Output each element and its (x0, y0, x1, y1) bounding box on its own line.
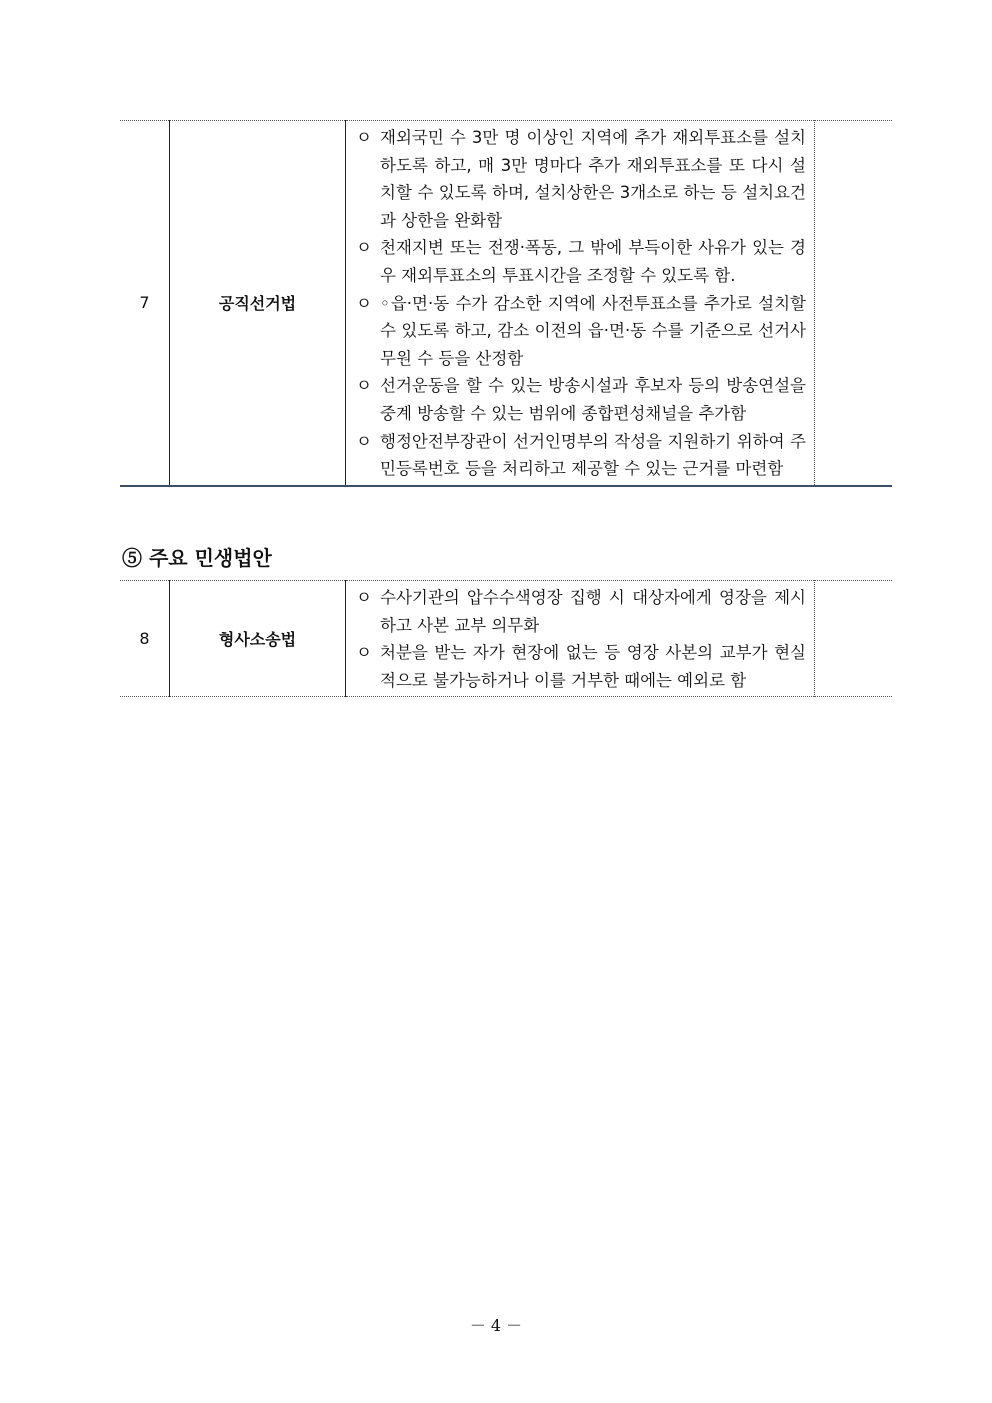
summary-item (356, 372, 806, 427)
table-row (120, 121, 892, 486)
summary-text: 처분을 받는 자가 현장에 없는 등 영장 사본의 교부가 현실적으로 불가능하거나 이를 거부한 때에는 예외로 함 (380, 643, 806, 690)
bullet-mark: ㅇ (356, 376, 372, 396)
notes-cell (815, 121, 893, 486)
row-number: 7 (120, 121, 170, 486)
summary-text: 선거운동을 할 수 있는 방송시설과 후보자 등의 방송연설을 중계 방송할 수 있는 범위에 종합편성채널을 추가함 (380, 376, 806, 423)
summary-text: 천재지변 또는 전쟁·폭동, 그 밖에 부득이한 사유가 있는 경우 재외투표소의 투표시간을 조정할 수 있도록 함. (380, 238, 806, 285)
page-number: － 4 － (469, 1316, 523, 1335)
bullet-mark: ㅇ (356, 293, 372, 313)
bullet-mark: ㅇ (356, 643, 372, 663)
summary-item (356, 639, 806, 694)
bullet-mark: ㅇ (356, 128, 372, 147)
summary-text: 행정안전부장관이 선거인명부의 작성을 지원하기 위하여 주민등록번호 등을 처리하고 제공할 수 있는 근거를 마련함 (380, 431, 806, 479)
summary-item (356, 290, 806, 373)
summary-item (356, 124, 806, 234)
summary-item (356, 428, 806, 483)
bill-summary (346, 581, 815, 697)
bullet-mark: ㅇ (356, 431, 372, 451)
summary-item (356, 234, 806, 289)
summary-text: 재외국민 수 3만 명 이상인 지역에 추가 재외투표소를 설치하도록 하고, 매 3만 명마다 추가 재외투표소를 또 다시 설치할 수 있도록 하며, 설치상한은 3개소로 하는 등 설치요건과 상한을 완화함 (380, 128, 806, 230)
bullet-mark: ㅇ (356, 238, 372, 258)
row-number: 8 (120, 581, 170, 697)
summary-text: ◦읍·면·동 수가 감소한 지역에 사전투표소를 추가로 설치할 수 있도록 하고, 감소 이전의 읍·면·동 수를 기준으로 선거사무원 수 등을 산정함 (380, 293, 806, 368)
summary-text: 수사기관의 압수수색영장 집행 시 대상자에게 영장을 제시하고 사본 교부 의무화 (380, 588, 806, 635)
bullet-mark: ㅇ (356, 588, 372, 607)
bill-summary (346, 121, 815, 486)
law-name: 형사소송법 (170, 581, 346, 697)
summary-item (356, 584, 806, 639)
law-name: 공직선거법 (170, 121, 346, 486)
bill-table-row-8 (120, 580, 892, 697)
notes-cell (815, 581, 893, 697)
bill-table-row-7 (120, 120, 892, 487)
section-heading: ⑤ 주요 민생법안 (122, 546, 272, 570)
table-row (120, 581, 892, 697)
